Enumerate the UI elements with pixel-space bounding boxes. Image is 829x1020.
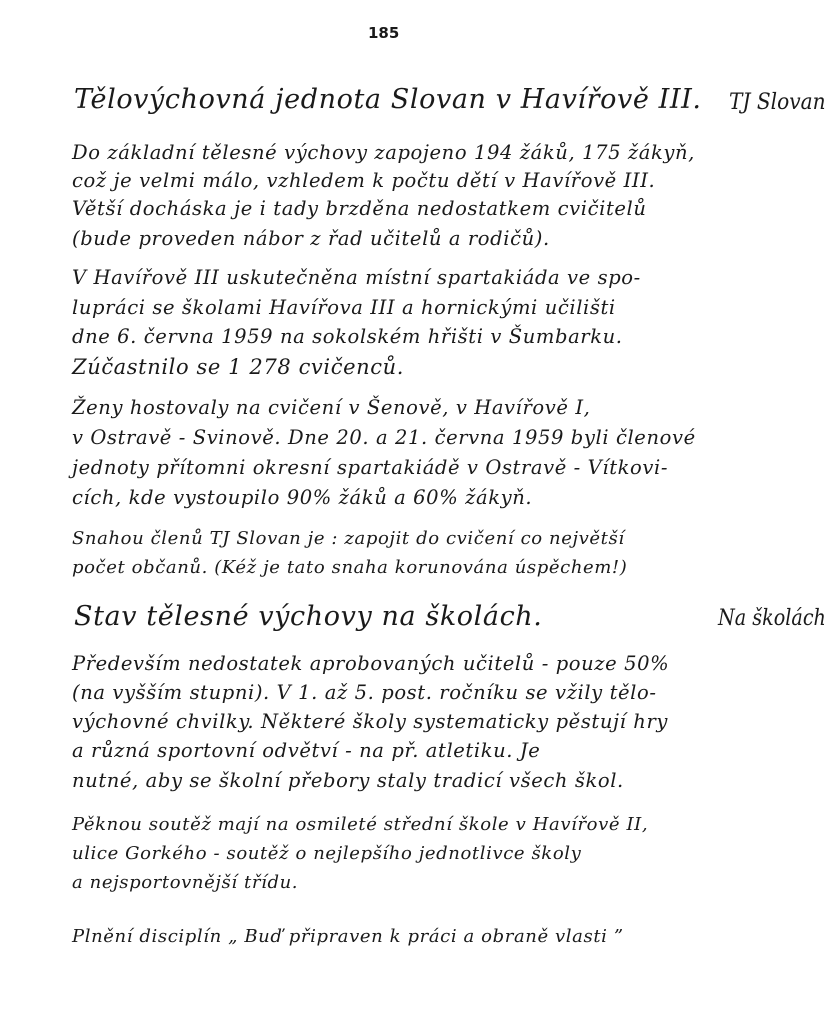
text-line: což je velmi málo, vzhledem k počtu dětí v Havířově III. (72, 169, 656, 192)
page-number: 185 (368, 24, 400, 42)
section-heading-tj-slovan: Tělovýchovná jednota Slovan v Havířově III. (74, 84, 702, 115)
section-heading-schools: Stav tělesné výchovy na školách. (74, 601, 543, 632)
text-line: lupráci se školami Havířova III a hornickými učilišti (72, 296, 616, 319)
text-line: Snahou členů TJ Slovan je : zapojit do cvičení co největší (72, 528, 625, 549)
text-line: dne 6. června 1959 na sokolském hřišti v Šumbarku. (72, 325, 623, 348)
text-line: Zúčastnilo se 1 278 cvičenců. (72, 355, 404, 379)
text-line: (na vyšším stupni). V 1. až 5. post. ročníku se vžily tělo- (72, 681, 657, 704)
text-line: jednoty přítomni okresní spartakiádě v Ostravě - Vítkovi- (72, 456, 669, 479)
text-line: V Havířově III uskutečněna místní spartakiáda ve spo- (72, 266, 641, 289)
text-line: (bude proveden nábor z řad učitelů a rodičů). (72, 227, 550, 250)
text-line: výchovné chvilky. Některé školy systematicky pěstují hry (72, 710, 668, 733)
text-line: ulice Gorkého - soutěž o nejlepšího jednotlivce školy (72, 843, 582, 864)
text-line: Především nedostatek aprobovaných učitelů - pouze 50% (72, 652, 670, 675)
text-line: Ženy hostovaly na cvičení v Šenově, v Havířově I, (72, 396, 591, 419)
text-line: a nejsportovnější třídu. (72, 872, 299, 893)
text-line: nutné, aby se školní přebory staly tradicí všech škol. (72, 769, 624, 792)
text-line: v Ostravě - Svinově. Dne 20. a 21. června 1959 byli členové (72, 426, 696, 449)
text-line: a různá sportovní odvětví - na př. atletiku. Je (72, 739, 541, 762)
text-line: Pěknou soutěž mají na osmileté střední škole v Havířově II, (72, 814, 649, 835)
text-line: Do základní tělesné výchovy zapojeno 194 žáků, 175 žákyň, (72, 141, 695, 164)
text-line: cích, kde vystoupilo 90% žáků a 60% žákyň. (72, 486, 533, 509)
margin-note-tj-slovan: TJ Slovan (729, 90, 826, 115)
text-line: počet občanů. (Kéž je tato snaha korunována úspěchem!) (72, 557, 628, 578)
margin-note-schools: Na školách (718, 606, 826, 631)
text-line: Plnění disciplín „ Buď připraven k práci a obraně vlasti ” (72, 926, 624, 947)
text-line: Větší docháska je i tady brzděna nedostatkem cvičitelů (72, 197, 647, 220)
